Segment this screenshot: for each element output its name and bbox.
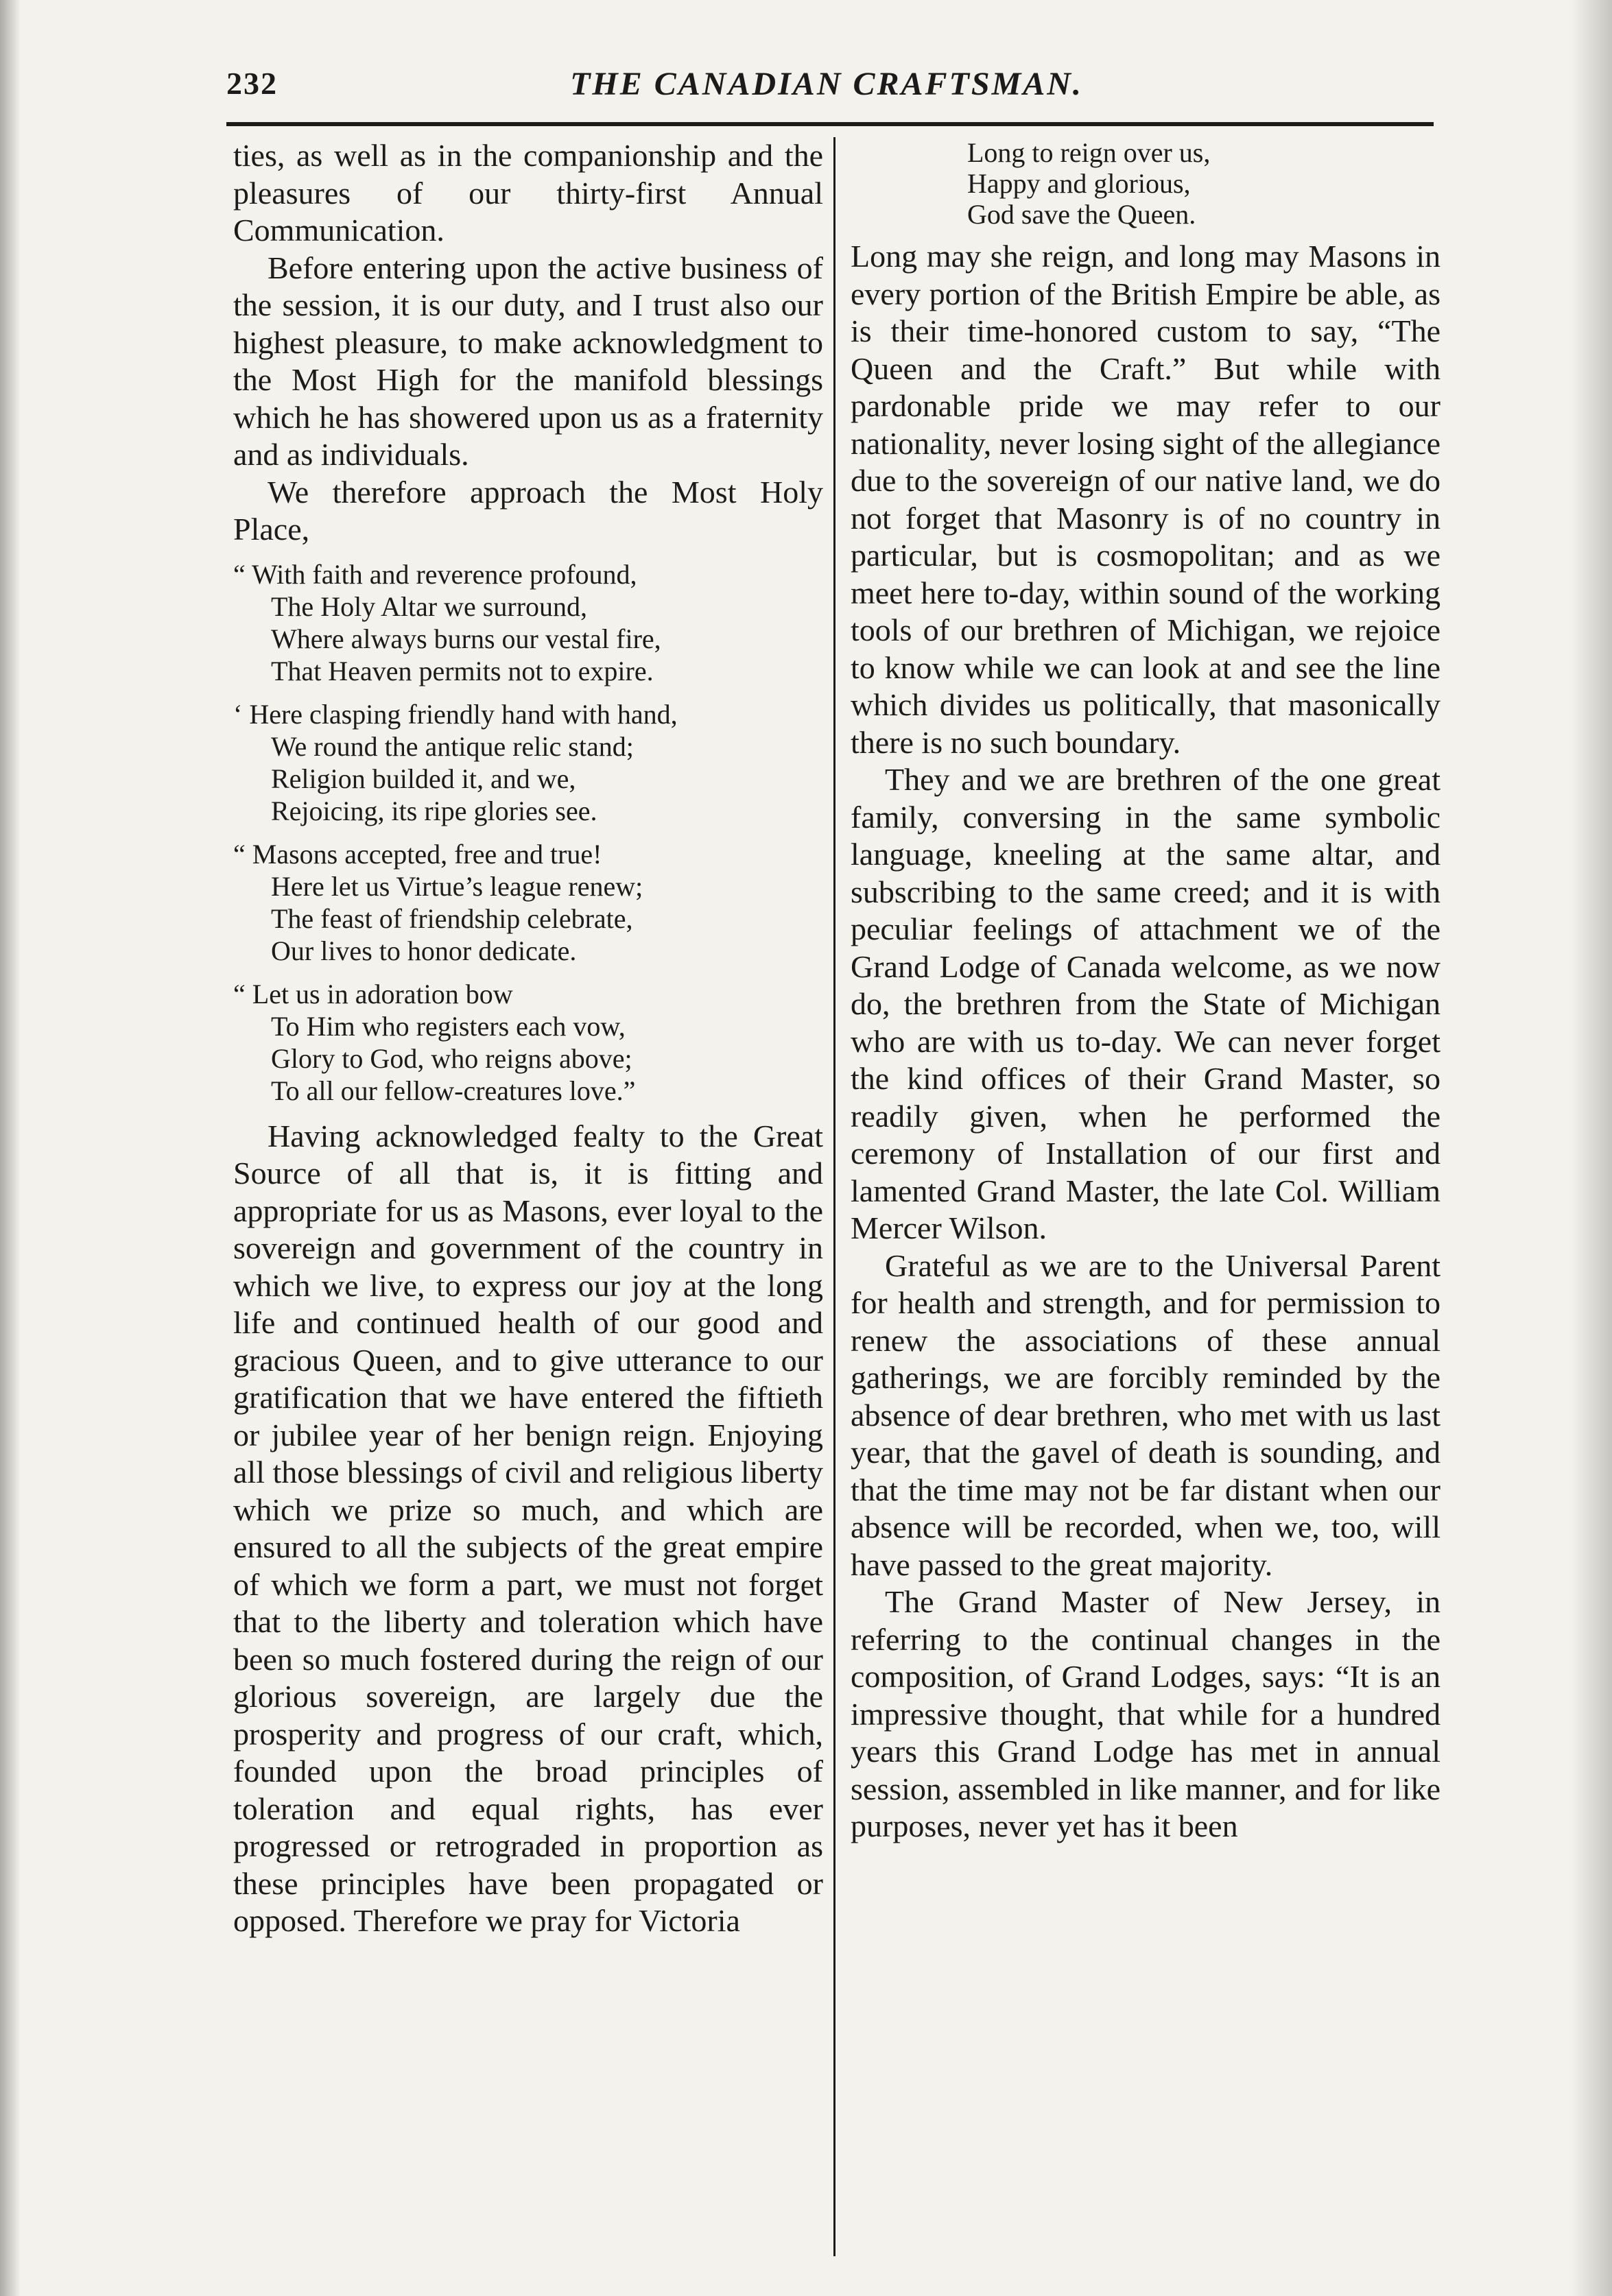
poem-line: We round the antique relic stand; — [271, 730, 634, 762]
paragraph: ties, as well as in the companionship and the pleasures of our thirty-first Annual Communication. — [233, 138, 823, 248]
left-column — [233, 137, 823, 1940]
poem-line: Long to reign over us, — [967, 137, 1211, 168]
scan-edge-right — [1571, 0, 1612, 2296]
poem-line: Here let us Virtue’s league renew; — [271, 870, 643, 902]
paragraph: They and we are brethren of the one great family, conversing in the same symbolic language, kneeling at the same altar, and subscribing to the same creed; and it is with peculiar feelings of attachment we of the Grand Lodge of Canada welcome, as we now do, the brethren from the State of Michigan who are with us to-day. We can never forget the kind offices of their Grand Master, so readily given, when he performed the ceremony of Installation of our first and lamented Grand Master, the late Col. William Mercer Wilson. — [851, 762, 1441, 1245]
poem-line: “ Let us in adoration bow — [233, 978, 513, 1009]
poem-line: “ Masons accepted, free and true! — [233, 838, 602, 870]
page-header — [226, 65, 1427, 113]
poem-line: Rejoicing, its ripe glories see. — [271, 795, 597, 826]
page-number: 232 — [226, 66, 278, 101]
running-head: THE CANADIAN CRAFTSMAN. — [570, 66, 1083, 102]
poem-line: To Him who registers each vow, — [271, 1010, 626, 1042]
poem-line: Our lives to honor dedicate. — [271, 935, 577, 966]
poem-line: Where always burns our vestal fire, — [271, 623, 661, 654]
paragraph: Grateful as we are to the Universal Parent for health and strength, and for permission to renew the associations of these annual gatherings, we are forcibly reminded by the absence of dear brethren, who met with us last year, that the gavel of death is sounding, and that the time may not be far distant when our absence will be recorded, when we, too, will have passed to the great majority. — [851, 1247, 1441, 1582]
poem-line: God save the Queen. — [967, 199, 1196, 230]
poem-stanza — [233, 558, 823, 687]
poem-line: ‘ Here clasping friendly hand with hand, — [233, 698, 678, 730]
paragraph: Long may she reign, and long may Masons in every portion of the British Empire be able, as is their time-honored custom to say, “The Queen and the Craft.” But while with pardonable pride we may refer to our nationality, never losing sight of the allegiance due to the sovereign of our native land, we do not forget that Masonry is of no country in particular, but is cosmopolitan; and as we meet here to-day, within sound of the working tools of our brethren of Michigan, we rejoice to know while we can look at and see the line which divides us politically, that masonically there is no such boundary. — [851, 239, 1441, 760]
poem-line: To all our fellow-creatures love.” — [271, 1075, 636, 1106]
poem-stanza — [233, 698, 823, 827]
paragraph: Having acknowledged fealty to the Great Source of all that is, it is fitting and appropriate for us as Masons, ever loyal to the sovereign and government of the country in which we live, to express our joy at the long life and continued health of our good and gracious Queen, and to give utterance to our gratification that we have entered the fiftieth or jubilee year of her benign reign. Enjoying all those blessings of civil and religious liberty which we prize so much, and which are ensured to all the subjects of the great empire of which we form a part, we must not forget that to the liberty and toleration which have been so much fostered during the reign of our glorious sovereign, are largely due the prosperity and progress of our craft, which, founded upon the broad principles of toleration and equal rights, has ever progressed or retrograded in proportion as these principles have been propagated or opposed. Therefore we pray for Victoria — [233, 1118, 823, 1938]
poem-line: Religion builded it, and we, — [271, 763, 576, 794]
anthem-stanza — [851, 137, 1441, 230]
paragraph: Before entering upon the active business of the session, it is our duty, and I trust also our highest pleasure, to make acknowledgment to the Most High for the manifold blessings which he has showered upon us as a fraternity and as individuals. — [233, 250, 823, 472]
column-divider — [833, 137, 835, 2256]
poem-line: Glory to God, who reigns above; — [271, 1042, 632, 1074]
poem-stanza — [233, 838, 823, 967]
poem-line: Happy and glorious, — [967, 168, 1191, 199]
paragraph: The Grand Master of New Jersey, in referring to the continual changes in the composition, of Grand Lodges, says: “It is an impressive thought, that while for a hundred years this Grand Lodge has met in annual session, assembled in like manner, and for like purposes, never yet has it been — [851, 1584, 1441, 1843]
header-rule — [226, 122, 1434, 126]
right-column — [851, 137, 1441, 1845]
poem-stanza — [233, 978, 823, 1107]
poem-line: The Holy Altar we surround, — [271, 590, 588, 622]
poem-line: “ With faith and reverence profound, — [233, 558, 637, 590]
poem-line: That Heaven permits not to expire. — [271, 655, 654, 686]
poem-line: The feast of friendship celebrate, — [271, 902, 633, 934]
scan-edge-left — [0, 0, 21, 2296]
paragraph: We therefore approach the Most Holy Place, — [233, 474, 823, 547]
